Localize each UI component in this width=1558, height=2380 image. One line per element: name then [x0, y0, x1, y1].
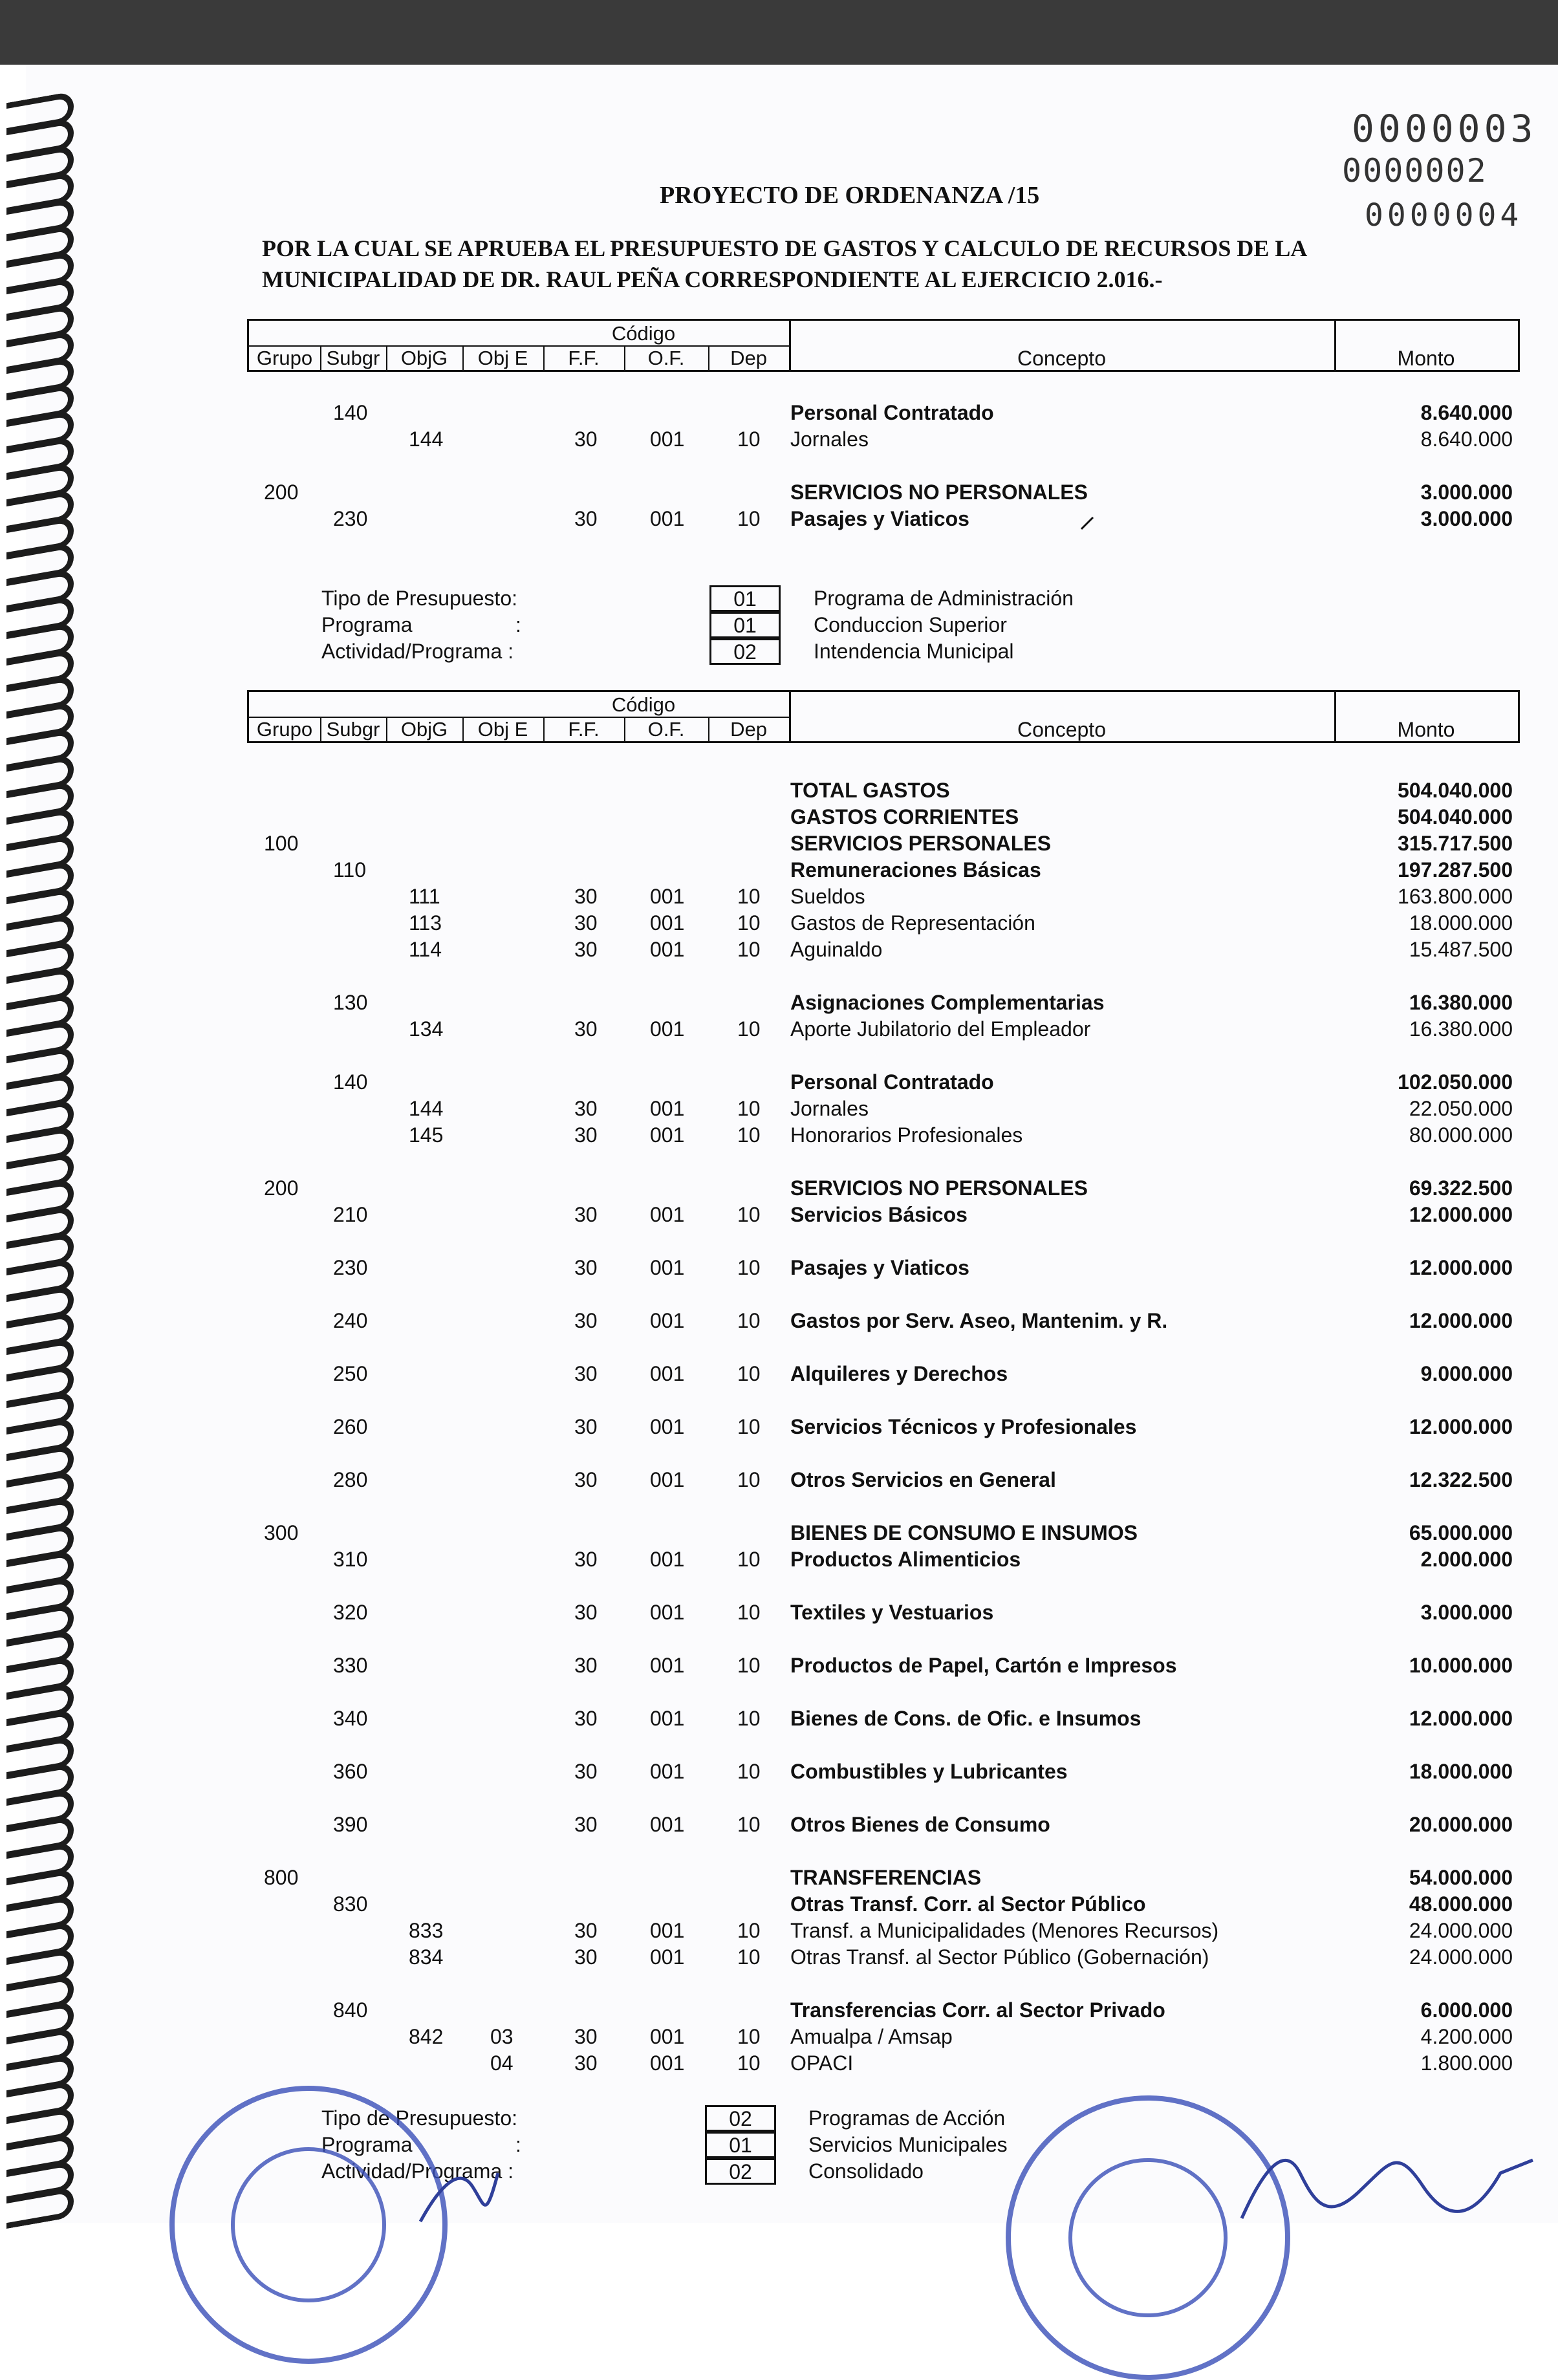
concepto-cell: Servicios Básicos: [790, 1203, 968, 1226]
monto-cell: 12.000.000: [1409, 1415, 1513, 1438]
serial-number-bottom: 0000004: [1365, 197, 1523, 233]
objg-cell: 144: [409, 1097, 444, 1120]
subtitle-line-2: MUNICIPALIDAD DE DR. RAUL PEÑA CORRESPONDIENTE AL EJERCICIO 2.016.-: [262, 266, 1163, 292]
ff-cell: 30: [574, 1760, 598, 1783]
dep-cell: 10: [737, 1017, 761, 1041]
concepto-cell: BIENES DE CONSUMO E INSUMOS: [790, 1521, 1138, 1544]
header-concepto: Concepto: [1017, 347, 1106, 370]
dep-cell: 10: [737, 1203, 761, 1226]
table-row: [0, 1599, 1558, 1625]
concepto-cell: Personal Contratado: [790, 1070, 994, 1094]
ff-cell: 30: [574, 1601, 598, 1624]
of-cell: 001: [650, 1601, 685, 1624]
monto-cell: 12.000.000: [1409, 1707, 1513, 1730]
table-header-2: [247, 690, 1520, 743]
of-cell: 001: [650, 938, 685, 961]
header-monto: Monto: [1397, 718, 1455, 741]
header-ff: F.F.: [568, 718, 600, 741]
monto-cell: 102.050.000: [1398, 1070, 1513, 1094]
dep-cell: 10: [737, 885, 761, 908]
table-row: [0, 426, 1558, 452]
background-edge: [0, 0, 1558, 65]
subgr-cell: 330: [333, 1654, 368, 1677]
header-concepto: Concepto: [1017, 718, 1106, 741]
subgr-cell: 310: [333, 1548, 368, 1571]
document-title: PROYECTO DE ORDENANZA /15: [660, 182, 1040, 209]
table-row: [0, 1652, 1558, 1678]
concepto-cell: Amualpa / Amsap: [790, 2025, 953, 2048]
monto-cell: 504.040.000: [1398, 805, 1513, 828]
table-row: [0, 1997, 1558, 2023]
dep-cell: 10: [737, 1362, 761, 1385]
table-row: [0, 936, 1558, 962]
concepto-cell: Otras Transf. Corr. al Sector Público: [790, 1892, 1146, 1916]
concepto-cell: Asignaciones Complementarias: [790, 991, 1105, 1014]
ff-cell: 30: [574, 1309, 598, 1332]
header-subgr: Subgr: [326, 718, 380, 741]
programa-colon: :: [515, 613, 521, 636]
concepto-cell: Alquileres y Derechos: [790, 1362, 1008, 1385]
header-ff: F.F.: [568, 347, 600, 369]
dep-cell: 10: [737, 2051, 761, 2075]
ff-cell: 30: [574, 1017, 598, 1041]
monto-cell: 9.000.000: [1420, 1362, 1513, 1385]
grupo-cell: 100: [264, 832, 299, 855]
dep-cell: 10: [737, 1919, 761, 1942]
header-codigo: Código: [611, 693, 676, 716]
monto-cell: 69.322.500: [1409, 1176, 1513, 1200]
ff-cell: 30: [574, 1813, 598, 1836]
header-obje: Obj E: [477, 718, 528, 741]
table-row: [0, 1758, 1558, 1784]
programa-label: Programa: [321, 2133, 413, 2156]
of-cell: 001: [650, 1017, 685, 1041]
table-row: [0, 1361, 1558, 1387]
dep-cell: 10: [737, 1813, 761, 1836]
subgr-cell: 360: [333, 1760, 368, 1783]
table-row: [0, 777, 1558, 803]
ff-cell: 30: [574, 2051, 598, 2075]
header-codigo: Código: [611, 322, 676, 345]
concepto-cell: Servicios Técnicos y Profesionales: [790, 1415, 1137, 1438]
grupo-cell: 200: [264, 481, 299, 504]
initials-icon: [414, 2160, 504, 2223]
concepto-cell: Pasajes y Viaticos: [790, 1256, 969, 1279]
table-row: [0, 479, 1558, 505]
table-row: [0, 804, 1558, 830]
programa-colon: :: [515, 2133, 521, 2156]
actividad-description: Intendencia Municipal: [814, 640, 1014, 663]
programa-code-box: 01: [705, 2132, 776, 2158]
concepto-cell: Productos de Papel, Cartón e Impresos: [790, 1654, 1177, 1677]
table-row: [0, 1812, 1558, 1837]
table-row: [0, 1308, 1558, 1334]
monto-cell: 12.322.500: [1409, 1468, 1513, 1491]
concepto-cell: Jornales: [790, 1097, 869, 1120]
obje-cell: 03: [490, 2025, 514, 2048]
concepto-cell: SERVICIOS NO PERSONALES: [790, 1176, 1088, 1200]
header-obje: Obj E: [477, 347, 528, 369]
ff-cell: 30: [574, 1548, 598, 1571]
tipo-description: Programas de Acción: [808, 2106, 1006, 2130]
objg-cell: 842: [409, 2025, 444, 2048]
concepto-cell: TRANSFERENCIAS: [790, 1866, 982, 1889]
tipo-description: Programa de Administración: [814, 587, 1074, 610]
table-row: [0, 1016, 1558, 1042]
of-cell: 001: [650, 1468, 685, 1491]
monto-cell: 18.000.000: [1409, 1760, 1513, 1783]
objg-cell: 834: [409, 1945, 444, 1969]
concepto-cell: Bienes de Cons. de Ofic. e Insumos: [790, 1707, 1141, 1730]
concepto-cell: Aguinaldo: [790, 938, 883, 961]
concepto-cell: TOTAL GASTOS: [790, 779, 950, 802]
tipo-code-box: 02: [705, 2105, 776, 2132]
ff-cell: 30: [574, 1919, 598, 1942]
concepto-cell: Gastos de Representación: [790, 911, 1035, 935]
monto-cell: 12.000.000: [1409, 1256, 1513, 1279]
obje-cell: 04: [490, 2051, 514, 2075]
objg-cell: 111: [409, 885, 440, 908]
programa-label: Programa: [321, 613, 413, 636]
table-row: [0, 1944, 1558, 1970]
tipo-presupuesto-label: Tipo de Presupuesto:: [321, 2106, 517, 2130]
table-row: [0, 1202, 1558, 1228]
subgr-cell: 110: [333, 858, 367, 882]
concepto-cell: Remuneraciones Básicas: [790, 858, 1041, 882]
monto-cell: 15.487.500: [1409, 938, 1513, 961]
of-cell: 001: [650, 911, 685, 935]
table-row: [0, 506, 1558, 532]
monto-cell: 18.000.000: [1409, 911, 1513, 935]
subtitle-line-1: POR LA CUAL SE APRUEBA EL PRESUPUESTO DE GASTOS Y CALCULO DE RECURSOS DE LA: [262, 235, 1308, 261]
table-row: [0, 1705, 1558, 1731]
concepto-cell: Aporte Jubilatorio del Empleador: [790, 1017, 1091, 1041]
of-cell: 001: [650, 1654, 685, 1677]
of-cell: 001: [650, 1256, 685, 1279]
table-row: [0, 1175, 1558, 1201]
tipo-presupuesto-label: Tipo de Presupuesto:: [321, 587, 517, 610]
dep-cell: 10: [737, 1601, 761, 1624]
dep-cell: 10: [737, 911, 761, 935]
ff-cell: 30: [574, 1203, 598, 1226]
header-subgr: Subgr: [326, 347, 380, 369]
signature-icon: [1229, 2134, 1552, 2223]
table-row: [0, 1122, 1558, 1148]
dep-cell: 10: [737, 1309, 761, 1332]
table-row: [0, 990, 1558, 1015]
document-subtitle: [262, 233, 1361, 295]
actividad-label: Actividad/Programa :: [321, 640, 514, 663]
monto-cell: 163.800.000: [1398, 885, 1513, 908]
subgr-cell: 830: [333, 1892, 368, 1916]
dep-cell: 10: [737, 1123, 761, 1147]
dep-cell: 10: [737, 1760, 761, 1783]
monto-cell: 12.000.000: [1409, 1203, 1513, 1226]
concepto-cell: OPACI: [790, 2051, 854, 2075]
check-mark-icon: [1080, 516, 1094, 530]
ff-cell: 30: [574, 1123, 598, 1147]
monto-cell: 504.040.000: [1398, 779, 1513, 802]
table-row: [0, 1865, 1558, 1890]
monto-cell: 48.000.000: [1409, 1892, 1513, 1916]
header-monto: Monto: [1397, 347, 1455, 370]
ff-cell: 30: [574, 1415, 598, 1438]
concepto-cell: Textiles y Vestuarios: [790, 1601, 994, 1624]
of-cell: 001: [650, 1123, 685, 1147]
tipo-code-box: 01: [709, 585, 781, 612]
dep-cell: 10: [737, 1256, 761, 1279]
concepto-cell: Transf. a Municipalidades (Menores Recursos): [790, 1919, 1219, 1942]
table-row: [0, 1096, 1558, 1121]
of-cell: 001: [650, 1548, 685, 1571]
dep-cell: 10: [737, 1707, 761, 1730]
concepto-cell: Otros Bienes de Consumo: [790, 1813, 1050, 1836]
monto-cell: 24.000.000: [1409, 1945, 1513, 1969]
programa-description: Conduccion Superior: [814, 613, 1007, 636]
monto-cell: 197.287.500: [1398, 858, 1513, 882]
of-cell: 001: [650, 1813, 685, 1836]
ff-cell: 30: [574, 1256, 598, 1279]
actividad-description: Consolidado: [808, 2159, 924, 2183]
ff-cell: 30: [574, 1468, 598, 1491]
concepto-cell: Combustibles y Lubricantes: [790, 1760, 1068, 1783]
of-cell: 001: [650, 1707, 685, 1730]
ff-cell: 30: [574, 885, 598, 908]
table-row: [0, 1255, 1558, 1281]
monto-cell: 16.380.000: [1409, 991, 1513, 1014]
monto-cell: 12.000.000: [1409, 1309, 1513, 1332]
monto-cell: 6.000.000: [1420, 1998, 1513, 2022]
of-cell: 001: [650, 427, 685, 451]
table-row: [0, 1467, 1558, 1493]
ff-cell: 30: [574, 507, 598, 530]
objg-cell: 114: [409, 938, 442, 961]
subgr-cell: 210: [333, 1203, 368, 1226]
of-cell: 001: [650, 1760, 685, 1783]
table-row: [0, 2050, 1558, 2076]
table-row: [0, 883, 1558, 909]
municipal-seal-left: [169, 2086, 448, 2364]
table-row: [0, 830, 1558, 856]
monto-cell: 1.800.000: [1420, 2051, 1513, 2075]
monto-cell: 20.000.000: [1409, 1813, 1513, 1836]
of-cell: 001: [650, 1415, 685, 1438]
concepto-cell: Sueldos: [790, 885, 865, 908]
of-cell: 001: [650, 507, 685, 530]
objg-cell: 833: [409, 1919, 444, 1942]
of-cell: 001: [650, 1919, 685, 1942]
dep-cell: 10: [737, 507, 761, 530]
dep-cell: 10: [737, 1468, 761, 1491]
header-grupo: Grupo: [256, 347, 313, 369]
subgr-cell: 140: [333, 1070, 368, 1094]
table-row: [0, 910, 1558, 936]
table-row: [0, 2024, 1558, 2050]
dep-cell: 10: [737, 938, 761, 961]
subgr-cell: 140: [333, 401, 368, 424]
table-row: [0, 1891, 1558, 1917]
subgr-cell: 390: [333, 1813, 368, 1836]
monto-cell: 2.000.000: [1420, 1548, 1513, 1571]
monto-cell: 80.000.000: [1409, 1123, 1513, 1147]
serial-number-mid: 0000002: [1342, 152, 1488, 189]
dep-cell: 10: [737, 1097, 761, 1120]
concepto-cell: GASTOS CORRIENTES: [790, 805, 1019, 828]
concepto-cell: SERVICIOS NO PERSONALES: [790, 481, 1088, 504]
objg-cell: 113: [409, 911, 442, 935]
objg-cell: 144: [409, 427, 444, 451]
monto-cell: 54.000.000: [1409, 1866, 1513, 1889]
subgr-cell: 130: [333, 991, 368, 1014]
ff-cell: 30: [574, 1097, 598, 1120]
of-cell: 001: [650, 1309, 685, 1332]
table-row: [0, 1520, 1558, 1546]
subgr-cell: 320: [333, 1601, 368, 1624]
table-row: [0, 1918, 1558, 1943]
actividad-code-box: 02: [705, 2158, 776, 2185]
header-of: O.F.: [647, 718, 685, 741]
ff-cell: 30: [574, 911, 598, 935]
table-row: [0, 1414, 1558, 1440]
ff-cell: 30: [574, 1362, 598, 1385]
grupo-cell: 800: [264, 1866, 299, 1889]
concepto-cell: SERVICIOS PERSONALES: [790, 832, 1052, 855]
concepto-cell: Gastos por Serv. Aseo, Mantenim. y R.: [790, 1309, 1168, 1332]
of-cell: 001: [650, 2025, 685, 2048]
header-objg: ObjG: [400, 347, 448, 369]
monto-cell: 65.000.000: [1409, 1521, 1513, 1544]
actividad-code-box: 02: [709, 638, 781, 665]
monto-cell: 3.000.000: [1420, 481, 1513, 504]
monto-cell: 4.200.000: [1420, 2025, 1513, 2048]
subgr-cell: 280: [333, 1468, 368, 1491]
of-cell: 001: [650, 2051, 685, 2075]
header-objg: ObjG: [400, 718, 448, 741]
header-dep: Dep: [730, 718, 767, 741]
programa-code-box: 01: [709, 612, 781, 638]
subgr-cell: 230: [333, 1256, 368, 1279]
monto-cell: 16.380.000: [1409, 1017, 1513, 1041]
concepto-cell: Otras Transf. al Sector Público (Gobernación): [790, 1945, 1209, 1969]
objg-cell: 145: [409, 1123, 444, 1147]
ff-cell: 30: [574, 427, 598, 451]
programa-description: Servicios Municipales: [808, 2133, 1008, 2156]
monto-cell: 3.000.000: [1420, 1601, 1513, 1624]
ff-cell: 30: [574, 2025, 598, 2048]
monto-cell: 315.717.500: [1398, 832, 1513, 855]
monto-cell: 10.000.000: [1409, 1654, 1513, 1677]
monto-cell: 3.000.000: [1420, 507, 1513, 530]
dep-cell: 10: [737, 2025, 761, 2048]
header-dep: Dep: [730, 347, 767, 369]
ff-cell: 30: [574, 938, 598, 961]
objg-cell: 134: [409, 1017, 444, 1041]
concepto-cell: Pasajes y Viaticos: [790, 507, 969, 530]
table-row: [0, 1546, 1558, 1572]
monto-cell: 8.640.000: [1420, 427, 1513, 451]
grupo-cell: 200: [264, 1176, 299, 1200]
dep-cell: 10: [737, 1548, 761, 1571]
subgr-cell: 260: [333, 1415, 368, 1438]
dep-cell: 10: [737, 1945, 761, 1969]
concepto-cell: Productos Alimenticios: [790, 1548, 1021, 1571]
table-row: [0, 400, 1558, 426]
concepto-cell: Transferencias Corr. al Sector Privado: [790, 1998, 1165, 2022]
subgr-cell: 240: [333, 1309, 368, 1332]
subgr-cell: 230: [333, 507, 368, 530]
monto-cell: 24.000.000: [1409, 1919, 1513, 1942]
ff-cell: 30: [574, 1945, 598, 1969]
subgr-cell: 250: [333, 1362, 368, 1385]
concepto-cell: Personal Contratado: [790, 401, 994, 424]
header-grupo: Grupo: [256, 718, 313, 741]
of-cell: 001: [650, 1945, 685, 1969]
dep-cell: 10: [737, 1654, 761, 1677]
table-row: [0, 857, 1558, 883]
concepto-cell: Otros Servicios en General: [790, 1468, 1056, 1491]
concepto-cell: Honorarios Profesionales: [790, 1123, 1023, 1147]
concepto-cell: Jornales: [790, 427, 869, 451]
subgr-cell: 840: [333, 1998, 368, 2022]
of-cell: 001: [650, 1097, 685, 1120]
of-cell: 001: [650, 1203, 685, 1226]
table-row: [0, 1069, 1558, 1095]
ff-cell: 30: [574, 1654, 598, 1677]
dep-cell: 10: [737, 427, 761, 451]
table-header-1: [247, 319, 1520, 372]
subgr-cell: 340: [333, 1707, 368, 1730]
monto-cell: 22.050.000: [1409, 1097, 1513, 1120]
serial-number-top: 0000003: [1352, 107, 1537, 151]
of-cell: 001: [650, 885, 685, 908]
header-of: O.F.: [647, 347, 685, 369]
of-cell: 001: [650, 1362, 685, 1385]
dep-cell: 10: [737, 1415, 761, 1438]
ff-cell: 30: [574, 1707, 598, 1730]
grupo-cell: 300: [264, 1521, 299, 1544]
actividad-label: Actividad/Programa :: [321, 2159, 514, 2183]
monto-cell: 8.640.000: [1420, 401, 1513, 424]
